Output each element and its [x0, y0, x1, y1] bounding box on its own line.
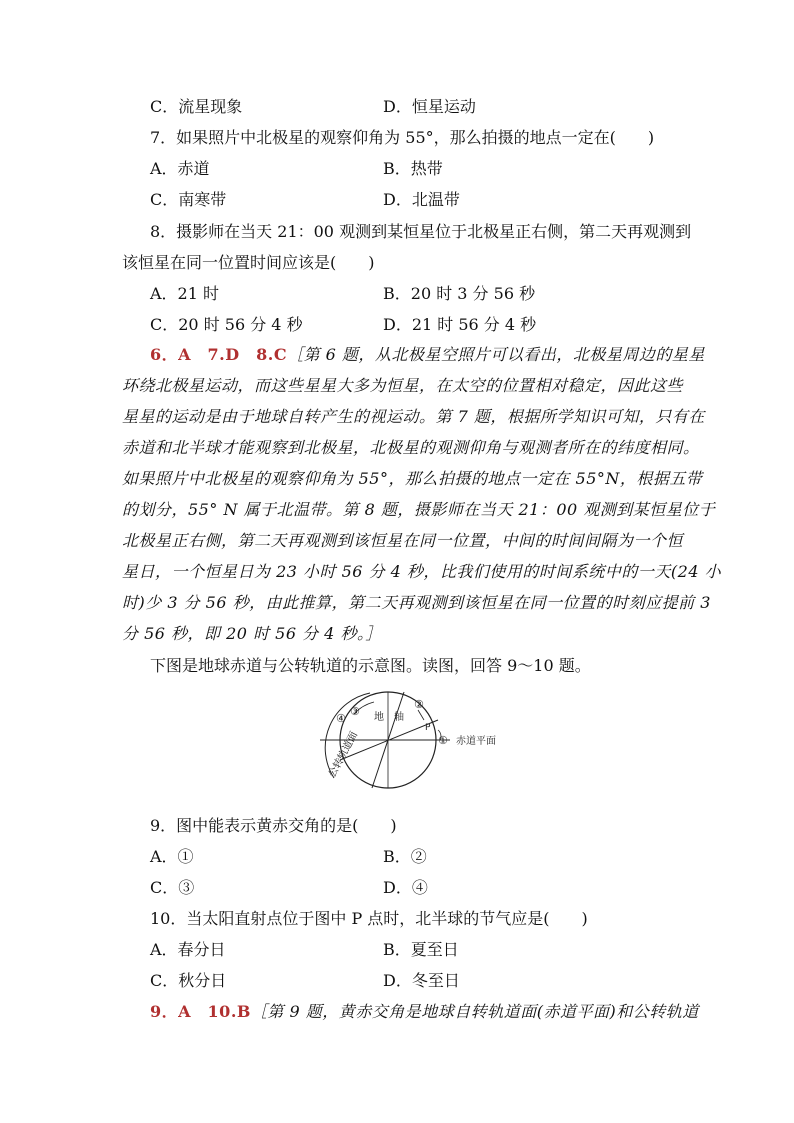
- explain-6-8-line9: 时)少 3 分 56 秒，由此推算，第二天再观测到该恒星在同一位置的时刻应提前 3: [122, 593, 711, 612]
- q7-stem: 7．如果照片中北极星的观察仰角为 55°，那么拍摄的地点一定在( ): [150, 128, 655, 147]
- q9-option-a: A．①: [150, 847, 194, 866]
- q9-option-b: B．②: [383, 847, 427, 866]
- q6-option-d: D．恒星运动: [383, 97, 476, 116]
- explain-6-8-line3: 星星的运动是由于地球自转产生的视运动。第 7 题，根据所学知识可知，只有在: [122, 407, 705, 426]
- q9-option-d: D．④: [383, 878, 428, 897]
- q8-stem-line2: 该恒星在同一位置时间应该是( ): [122, 253, 375, 272]
- q7-option-d: D．北温带: [383, 190, 460, 209]
- figure-label-3: ③: [350, 705, 360, 718]
- figure-label-p: P: [425, 723, 431, 733]
- q10-option-a: A．春分日: [150, 940, 226, 959]
- q8-option-a: A．21 时: [150, 284, 220, 303]
- q8-option-c: C．20 时 56 分 4 秒: [150, 315, 303, 334]
- q7-option-a: A．赤道: [150, 159, 210, 178]
- explain-9-10-text1: ［第 9 题，黄赤交角是地球自转轨道面(赤道平面)和公转轨道: [250, 1002, 699, 1021]
- figure-label-1: ①: [438, 734, 448, 747]
- q9-stem: 9．图中能表示黄赤交角的是( ): [150, 816, 397, 835]
- figure-label-axis: 地 轴: [374, 712, 404, 723]
- explain-6-8-line6: 的划分，55° N 属于北温带。第 8 题，摄影师在当天 21：00 观测到某恒星位于: [122, 500, 716, 519]
- intro-9-10: 下图是地球赤道与公转轨道的示意图。读图，回答 9～10 题。: [150, 656, 591, 675]
- explain-6-8-line8: 星日，一个恒星日为 23 小时 56 分 4 秒，比我们使用的时间系统中的一天(24 小: [122, 562, 722, 581]
- label-2-leader: [418, 710, 424, 720]
- q10-option-c: C．秋分日: [150, 971, 227, 990]
- explain-6-8-text1: ［第 6 题，从北极星空照片可以看出，北极星周边的星星: [287, 345, 705, 364]
- figure-label-4: ④: [336, 712, 346, 725]
- explain-6-8-line5: 如果照片中北极星的观察仰角为 55°，那么拍摄的地点一定在 55°N，根据五带: [122, 469, 703, 488]
- figure-label-equator-plane: 赤道平面: [456, 736, 496, 747]
- explain-6-8-line4: 赤道和北半球才能观察到北极星，北极星的观测仰角与观测者所在的纬度相同。: [122, 438, 700, 457]
- explain-6-8-line7: 北极星正右侧，第二天再观测到该恒星在同一位置，中间的时间间隔为一个恒: [122, 531, 684, 550]
- explain-9-10-answers: 9．A 10.B: [150, 1002, 251, 1021]
- figure-label-2: ②: [414, 698, 424, 711]
- q8-option-b: B．20 时 3 分 56 秒: [383, 284, 536, 303]
- q9-option-c: C．③: [150, 878, 195, 897]
- q8-stem-line1: 8．摄影师在当天 21：00 观测到某恒星位于北极星正右侧，第二天再观测到: [150, 222, 692, 241]
- q7-option-b: B．热带: [383, 159, 443, 178]
- explain-6-8-line2: 环绕北极星运动，而这些星星大多为恒星，在太空的位置相对稳定，因此这些: [122, 376, 684, 395]
- explain-9-10-line1: [150, 1002, 699, 1022]
- explain-6-8-line1: [150, 345, 705, 365]
- q10-stem: 10．当太阳直射点位于图中 P 点时，北半球的节气应是( ): [150, 909, 588, 928]
- q8-option-d: D．21 时 56 分 4 秒: [383, 315, 537, 334]
- figure-label-orbit-plane: 公转轨道面: [326, 730, 361, 780]
- q6-option-c: C．流星现象: [150, 97, 243, 116]
- q10-option-b: B．夏至日: [383, 940, 459, 959]
- q10-option-d: D．冬至日: [383, 971, 460, 990]
- explain-6-8-line10: 分 56 秒，即 20 时 56 分 4 秒。］: [122, 624, 382, 643]
- earth-orbit-figure: [300, 680, 510, 790]
- q7-option-c: C．南寒带: [150, 190, 227, 209]
- explain-6-8-answers: 6．A 7.D 8.C: [150, 345, 288, 364]
